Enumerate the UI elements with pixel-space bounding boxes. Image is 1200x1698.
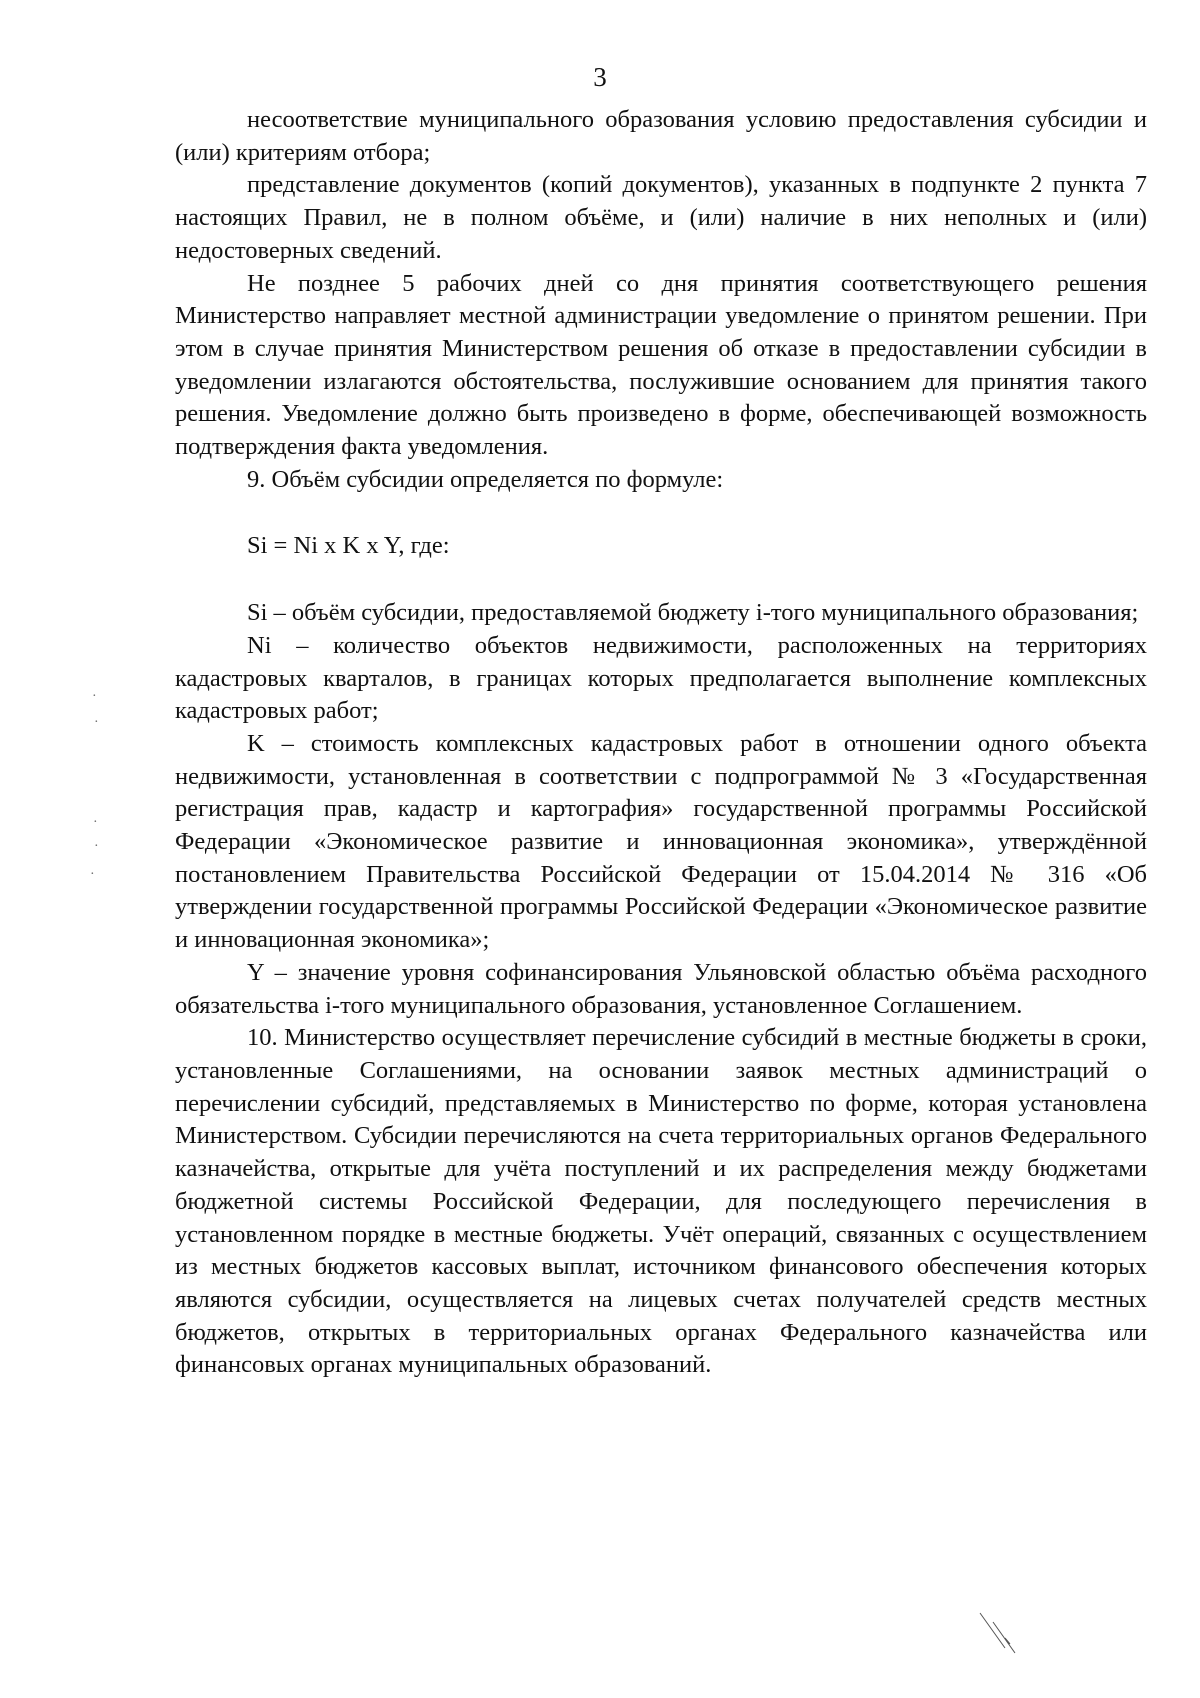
scan-speck: ·	[92, 689, 97, 704]
scan-speck: ·	[94, 715, 99, 730]
definition-si: Si – объём субсидии, предоставляемой бюджету i-того муниципального образования;	[247, 599, 1139, 627]
paragraph-item-9: 9. Объём субсидии определяется по формуле:	[247, 465, 724, 493]
document-body	[175, 104, 1147, 1382]
paragraph-refusal-reason-2: представление документов (копий документов), указанных в подпункте 2 пункта 7 настоящих Правил, не в полном объёме, и (или) наличие в них неполных и (или) недостоверных сведений.	[175, 171, 1147, 264]
pen-stroke-mark	[975, 1608, 1035, 1658]
definition-y: Y – значение уровня софинансирования Ульяновской областью объёма расходного обязательства i-того муниципального образования, установленное Соглашением.	[175, 958, 1147, 1019]
scan-speck: ·	[90, 867, 95, 882]
scan-speck: ·	[93, 815, 98, 830]
paragraph-refusal-reason-1: несоответствие муниципального образования условию предоставления субсидии и (или) критериям отбора;	[175, 106, 1147, 166]
scan-speck: ·	[94, 839, 99, 854]
page-number: 3	[593, 62, 607, 92]
definition-k: K – стоимость комплексных кадастровых работ в отношении одного объекта недвижимости, установленная в соответствии с подпрограммой № 3 «Государственная регистрация прав, кадастр и картография» государственной программы Российской Федерации «Экономическое развитие и инновационная экономика», утверждённой постановлением Правительства Российской Федерации от 15.04.2014 № 316 «Об утверждении государственной программы Российской Федерации «Экономическое развитие и инновационная экономика»;	[175, 729, 1147, 954]
paragraph-item-10: 10. Министерство осуществляет перечисление субсидий в местные бюджеты в сроки, установленные Соглашениями, на основании заявок местных администраций о перечислении субсидий, представляемых в Министерство по форме, которая установлена Министерством. Субсидии перечисляются на счета территориальных органов Федерального казначейства, открытые для учёта поступлений и их распределения между бюджетами бюджетной системы Российской Федерации, для последующего перечисления в установленном порядке в местные бюджеты. Учёт операций, связанных с осуществлением из местных бюджетов кассовых выплат, источником финансового обеспечения которых являются субсидии, осуществляется на лицевых счетах получателей средств местных бюджетов, открытых в территориальных органах Федерального казначейства или финансовых органах муниципальных образований.	[175, 1024, 1147, 1379]
definition-ni: Ni – количество объектов недвижимости, расположенных на территориях кадастровых кварталов, в границах которых предполагается выполнение комплексных кадастровых работ;	[175, 631, 1147, 725]
subsidy-formula: Si = Ni x K x Y, где:	[247, 532, 450, 560]
paragraph-notification: Не позднее 5 рабочих дней со дня принятия соответствующего решения Министерство направляет местной администрации уведомление о принятом решении. При этом в случае принятия Министерством решения об отказе в предоставлении субсидии в уведомлении излагаются обстоятельства, послужившие основанием для принятия такого решения. Уведомление должно быть произведено в форме, обеспечивающей возможность подтверждения факта уведомления.	[175, 269, 1147, 461]
